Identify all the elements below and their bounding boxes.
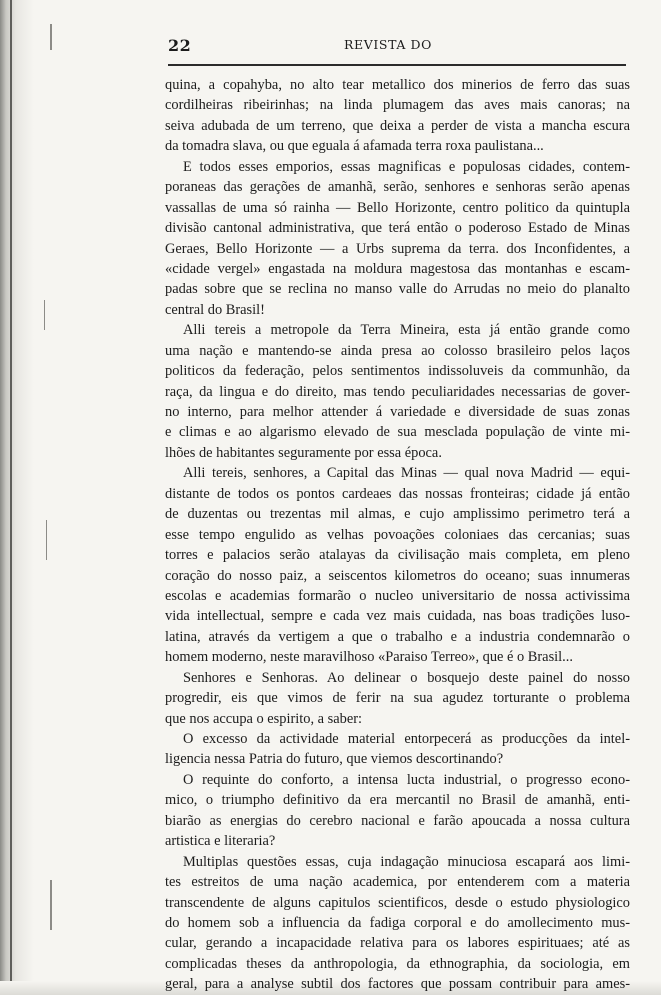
text-line: politicos da federação, pelos sentimentos indissoluveis da communhão, da xyxy=(165,363,630,380)
text-line: esse tempo engulido as velhas povoações coloniaes das cercanias; suas xyxy=(165,526,630,543)
text-line: biarão as energias do cerebro nacional e farão apoucada a nossa cultura xyxy=(165,812,630,829)
text-line: de duzentas ou trezentas mil almas, e cujo amplissimo perimetro terá a xyxy=(165,506,630,523)
text-line: transcendente de alguns capitulos scientificos, desde o estudo physiologico xyxy=(165,894,630,911)
text-line: padas sobre que se reclina no manso valle do Arrudas no meio do planalto xyxy=(165,281,630,298)
text-line: coração do nosso paiz, a seiscentos kilometros do oceano; suas innumeras xyxy=(165,567,630,584)
body-text xyxy=(165,75,630,995)
text-line: artistica e literaria? xyxy=(165,833,276,850)
text-line: «cidade vergel» engastada na moldura magestosa das montanhas e escam- xyxy=(165,260,630,277)
text-line: da tomadra slava, ou que eguala á afamada terra roxa paulistana... xyxy=(165,138,544,155)
text-line: Multiplas questões essas, cuja indagação minuciosa escapará aos limi- xyxy=(183,853,630,870)
text-line: uma nação e mantendo-se ainda presa ao colosso brasileiro pelos laços xyxy=(165,342,630,359)
text-line: O excesso da actividade material entorpecerá as producções da intel- xyxy=(183,731,630,747)
margin-mark xyxy=(46,520,47,560)
binding-shadow xyxy=(0,0,34,995)
text-line: Senhores e Senhoras. Ao delinear o bosquejo deste painel do nosso xyxy=(183,669,630,686)
text-line: e climas e ao algarismo elevado de sua mesclada população de vinte mi- xyxy=(165,424,630,441)
page-header xyxy=(168,36,628,60)
text-line: Alli tereis a metropole da Terra Mineira, esta já então grande como xyxy=(183,322,630,339)
text-line: O requinte do conforto, a intensa lucta industrial, o progresso econo- xyxy=(183,771,630,788)
text-line: progredir, eis que vimos de ferir na sua agudez torturante o problema xyxy=(165,690,630,707)
text-line: homem moderno, neste maravilhoso «Paraiso Terreo», que é o Brasil... xyxy=(165,649,573,666)
margin-mark xyxy=(50,24,52,50)
running-title: REVISTA DO xyxy=(344,37,432,52)
text-line: poraneas das gerações de amanhã, serão, senhores e senhoras serão apenas xyxy=(165,179,630,196)
text-line: vida intellectual, sempre e cada vez mais cuidada, nas boas tradições luso- xyxy=(165,608,630,625)
text-line: no interno, para melhor attender á variedade e diversidade de suas zonas xyxy=(165,404,630,420)
text-line: distante de todos os pontos cardeaes das nossas fronteiras; cidade já então xyxy=(165,485,630,502)
text-line: escolas e academias formarão o nucleo universitario de nossa activissima xyxy=(165,587,630,604)
text-line: complicadas theses da anthropologia, da ethnographia, da sociologia, em xyxy=(165,955,630,972)
margin-mark xyxy=(44,300,45,330)
text-line: cular, gerando a incapacidade relativa para os labores espirituaes; até as xyxy=(165,935,630,952)
text-line: Alli tereis, senhores, a Capital das Minas — qual nova Madrid — equi- xyxy=(183,465,630,482)
text-line: raça, da lingua e do direito, mas tendo peculiaridades necessarias de gover- xyxy=(165,383,630,400)
text-line: central do Brasil! xyxy=(165,301,265,318)
text-line: divisão cantonal administrativa, que terá então o poderoso Estado de Minas xyxy=(165,220,630,237)
text-line: Geraes, Bello Horizonte — a Urbs suprema da terra. dos Inconfidentes, a xyxy=(165,240,630,257)
text-line: lhões de habitantes seguramente por essa época. xyxy=(165,444,442,461)
text-line: do homem sob a influencia da fadiga corporal e do amollecimento mus- xyxy=(165,914,630,931)
text-line: geral, para a analyse subtil dos factores que possam contribuir para ames- xyxy=(165,976,630,993)
text-line: que nos accupa o espirito, a saber: xyxy=(165,710,362,727)
text-line: latina, através da vertigem a que o trabalho e a industria condemnarão o xyxy=(165,628,630,645)
text-line: ligencia nessa Patria do futuro, que viemos descortinando? xyxy=(165,751,504,768)
text-line: cordilheiras ribeirinhas; na linda plumagem das aves mais canoras; na xyxy=(165,97,630,114)
text-line: mico, o triumpho definitivo da era mercantil no Brasil de amanhã, enti- xyxy=(165,792,630,809)
header-rule xyxy=(168,64,626,66)
margin-mark xyxy=(50,880,52,930)
text-line: torres e palacios serão atalayas da civilisação mais completa, em pleno xyxy=(165,547,630,564)
text-line: quina, a copahyba, no alto tear metallico dos minerios de ferro das suas xyxy=(165,77,630,93)
text-line: seiva adubada de um terreno, que deixa a perder de vista a mancha escura xyxy=(165,117,630,134)
text-line: E todos esses emporios, essas magnificas e populosas cidades, contem- xyxy=(183,158,630,175)
binding-edge xyxy=(10,0,12,995)
page-number: 22 xyxy=(168,36,192,55)
text-line: vassallas de uma só rainha — Bello Horizonte, centro politico da quintupla xyxy=(165,199,630,216)
text-line: tes estreitos de uma nação academica, por entenderem com a materia xyxy=(165,874,630,891)
